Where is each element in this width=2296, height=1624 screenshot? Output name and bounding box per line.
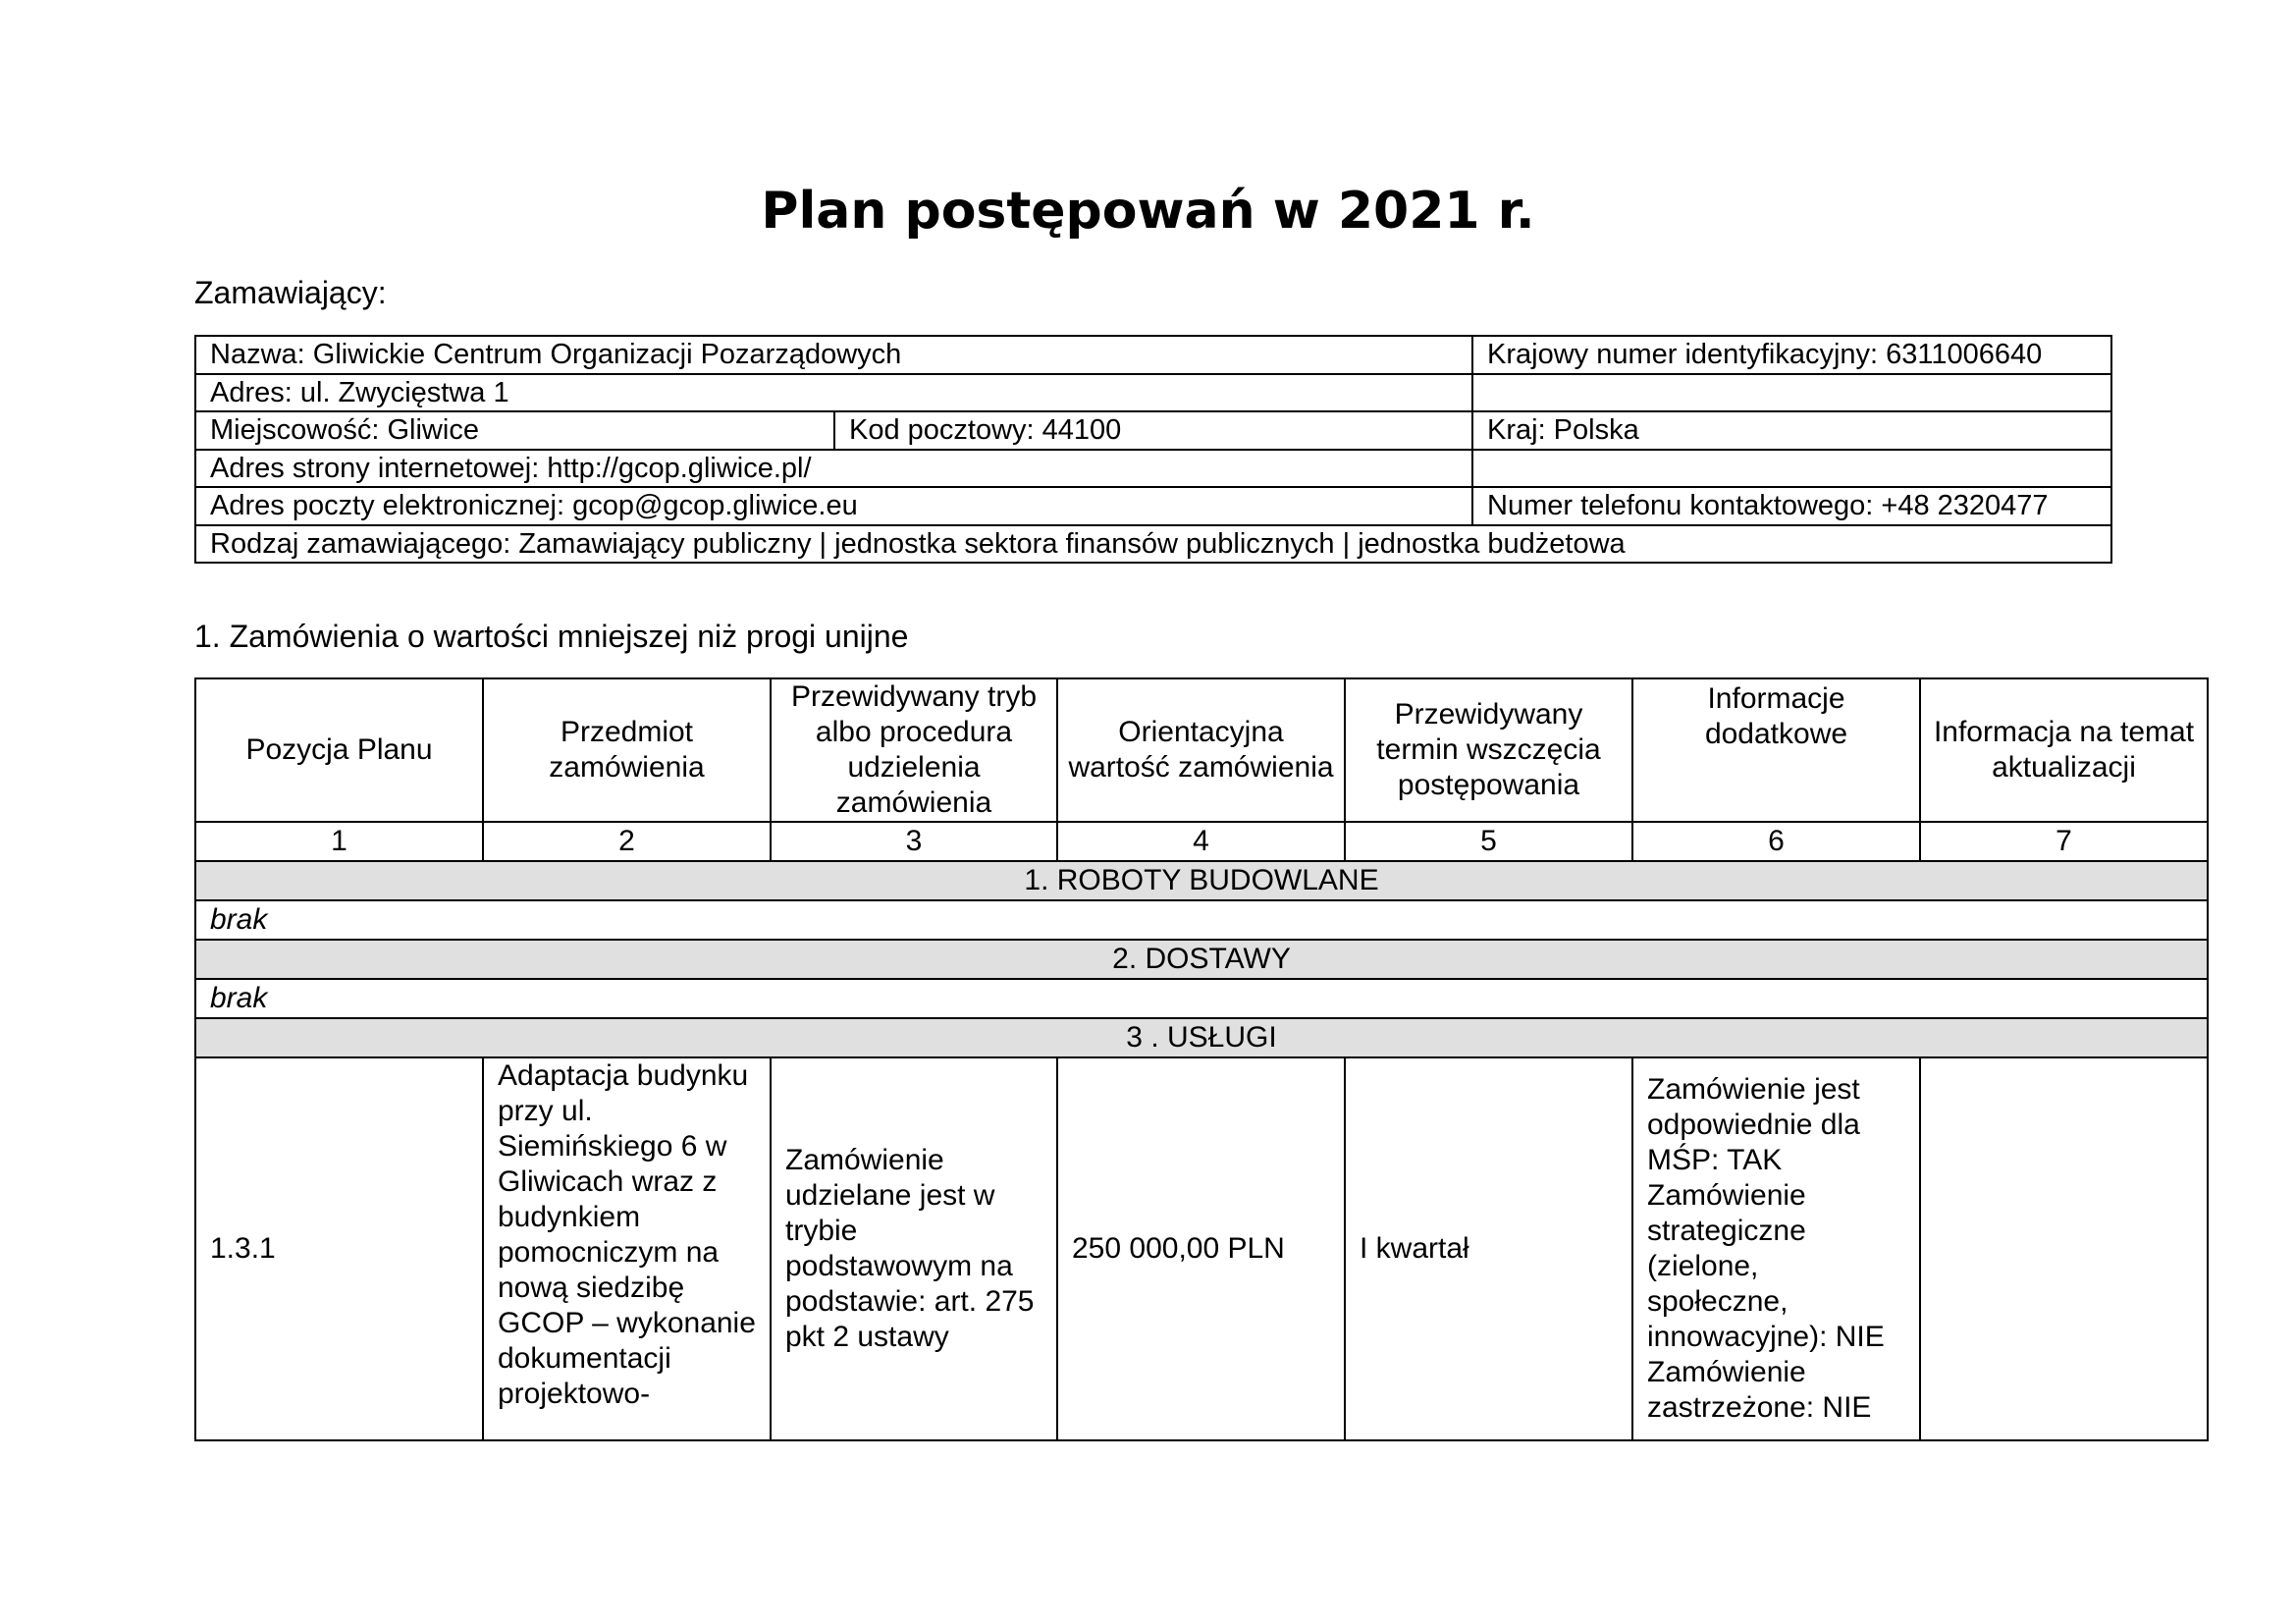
header-value: Orientacyjna wartość zamówienia	[1057, 678, 1345, 822]
postal-code-cell: Kod pocztowy: 44100	[834, 411, 1472, 450]
table-row	[195, 1057, 2208, 1440]
row-start-term: I kwartał	[1345, 1057, 1632, 1440]
column-number: 4	[1057, 822, 1345, 861]
column-number: 6	[1632, 822, 1920, 861]
row-value: 250 000,00 PLN	[1057, 1057, 1345, 1440]
row-subject: Adaptacja budynku przy ul. Siemińskiego 6 w Gliwicach wraz z budynkiem pomocniczym na nową siedzibę GCOP – wykonanie dokumentacji projektowo-	[498, 1059, 756, 1410]
national-id-cell: Krajowy numer identyfikacyjny: 6311006640	[1472, 336, 2111, 374]
row-additional-info: Zamówienie jest odpowiednie dla MŚP: TAK Zamówienie strategiczne (zielone, społeczne, innowacyjne): NIE Zamówienie zastrzeżone: NIE	[1632, 1057, 1920, 1440]
procurement-plan-table	[194, 677, 2209, 1441]
row-update-info	[1920, 1057, 2208, 1440]
empty-cell	[1472, 450, 2111, 488]
name-cell: Nazwa: Gliwickie Centrum Organizacji Pozarządowych	[195, 336, 1472, 374]
header-start-term: Przewidywany termin wszczęcia postępowania	[1345, 678, 1632, 822]
section-heading: 1. Zamówienia o wartości mniejszej niż progi unijne	[194, 619, 909, 654]
page-title: Plan postępowań w 2021 r.	[761, 182, 1535, 241]
header-additional-info: Informacje dodatkowe	[1632, 678, 1920, 822]
email-cell: Adres poczty elektronicznej: gcop@gcop.gliwice.eu	[195, 487, 1472, 525]
header-subject: Przedmiot zamówienia	[483, 678, 771, 822]
column-number: 5	[1345, 822, 1632, 861]
header-plan-position: Pozycja Planu	[195, 678, 483, 822]
empty-note: brak	[195, 900, 2208, 940]
address-cell: Adres: ul. Zwycięstwa 1	[195, 374, 1472, 412]
section-row-supplies: 2. DOSTAWY	[195, 940, 2208, 979]
row-procedure: Zamówienie udzielane jest w trybie podstawowym na podstawie: art. 275 pkt 2 ustawy	[771, 1057, 1057, 1440]
country-cell: Kraj: Polska	[1472, 411, 2111, 450]
section-row-services: 3 . USŁUGI	[195, 1018, 2208, 1057]
city-cell: Miejscowość: Gliwice	[195, 411, 834, 450]
row-subject-cell	[483, 1057, 771, 1440]
header-update-info: Informacja na temat aktualizacji	[1920, 678, 2208, 822]
ordering-party-type-cell: Rodzaj zamawiającego: Zamawiający publiczny | jednostka sektora finansów publicznych | jednostka budżetowa	[195, 525, 2111, 564]
ordering-party-table	[194, 335, 2112, 564]
row-position: 1.3.1	[195, 1057, 483, 1440]
header-procedure: Przewidywany tryb albo procedura udzielenia zamówienia	[771, 678, 1057, 822]
phone-cell: Numer telefonu kontaktowego: +48 2320477	[1472, 487, 2111, 525]
empty-cell	[1472, 374, 2111, 412]
column-number: 3	[771, 822, 1057, 861]
column-number: 7	[1920, 822, 2208, 861]
ordering-party-label: Zamawiający:	[194, 275, 387, 310]
website-cell: Adres strony internetowej: http://gcop.gliwice.pl/	[195, 450, 1472, 488]
empty-note: brak	[195, 979, 2208, 1018]
column-number: 1	[195, 822, 483, 861]
column-number: 2	[483, 822, 771, 861]
section-row-construction: 1. ROBOTY BUDOWLANE	[195, 861, 2208, 900]
